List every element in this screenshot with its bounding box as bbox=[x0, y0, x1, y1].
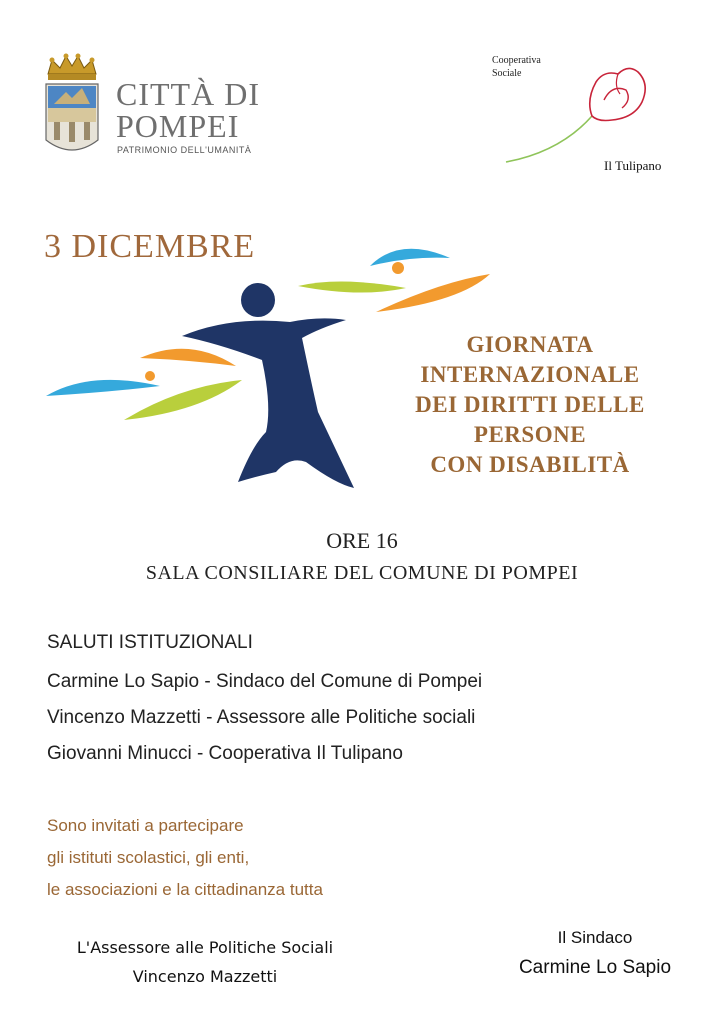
city-title-line2: POMPEI bbox=[116, 108, 240, 144]
event-time: ORE 16 bbox=[326, 528, 398, 553]
speaker-line: Carmine Lo Sapio - Sindaco del Comune di Pompei bbox=[47, 671, 483, 692]
event-title-line: GIORNATA bbox=[466, 332, 594, 357]
signature-right-role: Il Sindaco bbox=[557, 928, 633, 947]
cooperative-label-line2: Sociale bbox=[492, 68, 522, 79]
cooperative-label-line1: Cooperativa bbox=[492, 55, 541, 66]
event-date: 3 DICEMBRE bbox=[44, 228, 256, 265]
event-place: SALA CONSILIARE DEL COMUNE DI POMPEI bbox=[145, 562, 579, 584]
event-title-line: INTERNAZIONALE bbox=[420, 362, 640, 387]
pompei-crest-icon bbox=[42, 52, 102, 160]
cooperative-name: Il Tulipano bbox=[604, 158, 662, 173]
signature-left-role: L'Assessore alle Politiche Sociali bbox=[76, 938, 334, 957]
city-logo-title bbox=[116, 78, 260, 142]
speaker-line: Vincenzo Mazzetti - Assessore alle Politiche sociali bbox=[47, 707, 476, 728]
city-title-line1: CITTÀ DI bbox=[116, 76, 260, 112]
invitation-line: le associazioni e la cittadinanza tutta bbox=[47, 880, 323, 899]
city-logo-subtitle: PATRIMONIO DELL'UMANITÀ bbox=[117, 145, 252, 155]
speaker-line: Giovanni Minucci - Cooperativa Il Tulipano bbox=[47, 743, 403, 764]
event-title bbox=[380, 330, 680, 480]
signature-right-name: Carmine Lo Sapio bbox=[518, 957, 672, 978]
invitation-line: gli istituti scolastici, gli enti, bbox=[47, 848, 250, 867]
event-title-line: PERSONE bbox=[473, 422, 587, 447]
event-title-line: DEI DIRITTI DELLE bbox=[415, 392, 645, 417]
tulip-logo-icon bbox=[500, 60, 660, 170]
signature-left-name: Vincenzo Mazzetti bbox=[132, 967, 278, 986]
invitation-line: Sono invitati a partecipare bbox=[47, 816, 244, 835]
event-title-line: CON DISABILITÀ bbox=[430, 452, 630, 477]
greetings-heading: SALUTI ISTITUZIONALI bbox=[47, 632, 253, 653]
